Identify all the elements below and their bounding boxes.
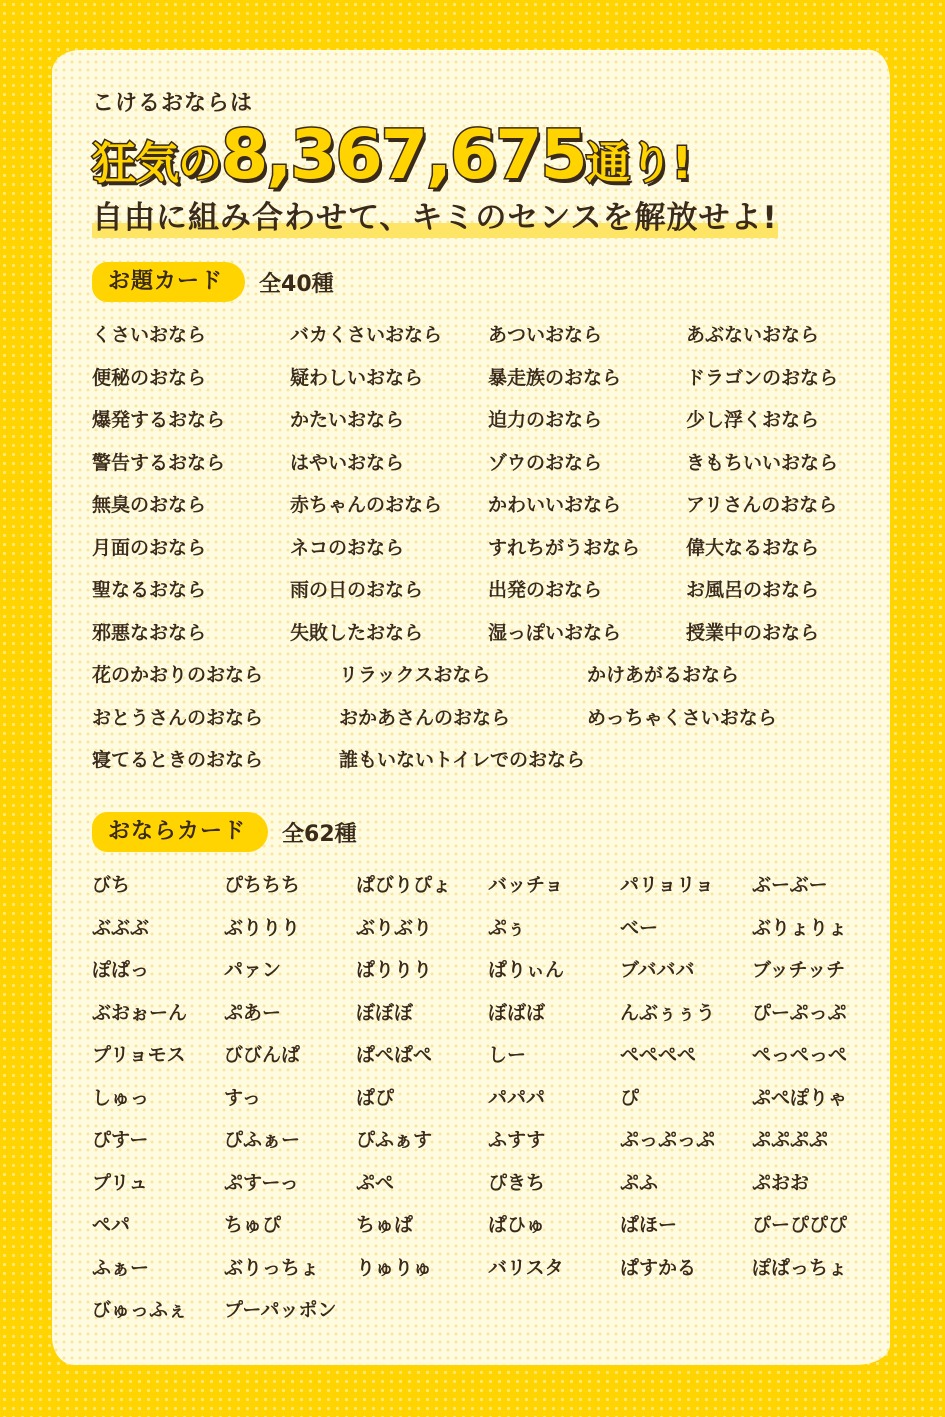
topic-card-item: 授業中のおなら [686,621,820,644]
onara-card-item: ぶぶぶ [92,916,150,939]
topic-card-item: 寝てるときのおなら [92,749,264,771]
topic-card-item: 邪悪なおなら [92,621,207,644]
onara-card-item: ぷおお [752,1171,810,1194]
topic-card-item: あついおなら [488,324,603,346]
onara-card-section [92,812,872,1332]
topic-card-item: 無臭のおなら [92,494,207,516]
onara-card-item: ぶりぶり [356,916,433,939]
onara-card-item: ぽぱっ [92,959,150,981]
onara-card-item: バッチョ [488,874,564,896]
topic-section-header [92,262,872,302]
onara-card-item: ちゅぱ [356,1214,414,1236]
topic-card-item: ネコのおなら [290,536,405,559]
topic-card-item: 月面のおなら [92,536,207,559]
onara-card-item: ぱぴ [356,1086,395,1109]
topic-card-item: かけあがるおなら [587,664,740,686]
onara-card-item: ぴ [620,1086,640,1109]
onara-card-item: ぱりりり [356,959,433,981]
onara-card-item: パァン [224,959,282,981]
onara-card-item: ちゅぴ [224,1214,282,1236]
topic-card-item: 失敗したおなら [290,621,424,644]
topic-card-item: お風呂のおなら [686,579,820,601]
topic-card-item: 偉大なるおなら [686,536,820,559]
headline-suffix: 通り! [585,138,691,189]
onara-card-item: パパパ [488,1086,546,1109]
onara-card-item: ぴーぷっぷ [752,1001,847,1024]
topic-card-item: くさいおなら [92,324,207,346]
topic-card-item: おとうさんのおなら [92,706,264,729]
headline-prefix: 狂気の [92,138,221,189]
onara-card-item: びびんぱ [224,1044,301,1066]
topic-card-item: 爆発するおなら [92,409,226,431]
onara-card-item: ぷぅ [488,916,527,939]
topic-section-label: お題カード [92,262,245,302]
onara-card-item: ぽぱっちょ [752,1256,848,1279]
topic-card-item: 少し浮くおなら [686,409,820,431]
onara-card-item: びゅっふぇ [92,1299,188,1321]
topic-card-item: 聖なるおなら [92,579,207,601]
onara-card-item: ぷすーっ [224,1171,299,1194]
onara-card-item: すっ [224,1086,261,1109]
topic-card-item: 疑わしいおなら [290,366,424,389]
topic-card-item: かわいいおなら [488,494,622,516]
onara-card-item: プリュ [92,1171,148,1194]
onara-card-item: バリスタ [488,1256,564,1279]
onara-card-item: ぶーぶー [752,874,828,896]
onara-card-item: プリョモス [92,1044,186,1066]
onara-card-item: パリョリョ [620,874,714,896]
onara-card-item: びち [92,874,131,896]
topic-card-item: バカくさいおなら [290,324,443,346]
onara-card-list [92,864,872,1332]
topic-section-count: 全40種 [259,271,334,297]
topic-card-item: 警告するおなら [92,451,226,474]
onara-card-item: ぱひゅ [488,1214,546,1236]
topic-card-item: 花のかおりのおなら [92,664,264,686]
topic-card-item: 暴走族のおなら [488,366,622,389]
onara-card-item: ぷぺ [356,1171,395,1194]
topic-card-list [92,314,872,654]
onara-card-item: ぴふぁす [356,1129,433,1151]
onara-card-item: ぶりょりょ [752,916,848,939]
card-list-panel [52,50,890,1365]
topic-card-item: 雨の日のおなら [290,579,424,601]
topic-card-item: ゾウのおなら [488,451,603,474]
onara-card-item: ぴふぁー [224,1129,301,1151]
onara-card-item: ぷぷぷぷ [752,1129,829,1151]
onara-card-item: ぶおぉーん [92,1001,188,1024]
header [92,90,872,238]
topic-card-section [92,262,872,782]
onara-card-item: ぷあー [224,1001,282,1024]
onara-card-item: ぴきち [488,1171,546,1194]
onara-card-item: ぴちちち [224,874,301,896]
onara-card-item: ぴーぴぴぴ [752,1214,848,1236]
topic-card-item: アリさんのおなら [686,494,838,516]
onara-card-item: ぺっぺっぺ [752,1044,848,1066]
onara-card-item: ぱすかる [620,1256,697,1279]
onara-card-item: りゅりゅ [356,1256,433,1279]
onara-card-item: ぷっぷっぷ [620,1129,716,1151]
onara-card-item: ぼばば [488,1001,546,1024]
onara-card-item: ぶりりり [224,916,301,939]
topic-card-item: 迫力のおなら [488,409,603,431]
onara-card-item: ぱびりぴょ [356,874,452,896]
topic-card-item: ドラゴンのおなら [686,366,839,389]
onara-card-item: プーパッポン [224,1299,337,1321]
onara-card-item: ぱほー [620,1214,678,1236]
topic-card-item: すれちがうおなら [488,536,641,559]
onara-card-item: ブッチッチ [752,959,846,981]
onara-card-item: ぷぺぽりゃ [752,1086,848,1109]
onara-card-item: ぺぺぺぺ [620,1044,697,1066]
onara-card-item: ふぁー [92,1256,150,1279]
topic-card-item: おかあさんのおなら [339,706,511,729]
onara-card-item: んぶぅぅう [620,1001,716,1024]
onara-card-item: ぼぼぼ [356,1001,414,1024]
onara-card-item: ふすす [488,1129,546,1151]
topic-card-item: 便秘のおなら [92,366,207,389]
topic-card-item: 赤ちゃんのおなら [290,494,443,516]
topic-card-item: きもちいいおなら [686,451,839,474]
lead-text: こけるおならは [92,91,254,116]
topic-card-item: 湿っぽいおなら [488,621,622,644]
headline [92,116,872,195]
headline-number: 8,367,675 [221,116,586,195]
onara-card-item: ぶりっちょ [224,1256,320,1279]
onara-section-label: おならカード [92,812,268,852]
onara-card-item: しゅっ [92,1086,150,1109]
topic-card-item: あぶないおなら [686,324,820,346]
onara-section-header [92,812,872,852]
onara-card-item: べー [620,916,659,939]
tagline: 自由に組み合わせて、キミのセンスを解放せよ! [92,200,778,236]
onara-section-count: 全62種 [282,821,357,847]
onara-card-item: ぴすー [92,1129,149,1151]
topic-card-item: 誰もいないトイレでのおなら [339,749,586,771]
onara-card-item: ブバババ [620,959,695,981]
onara-card-item: しー [488,1044,527,1066]
topic-card-item: リラックスおなら [339,664,491,686]
topic-card-item: はやいおなら [290,451,405,474]
topic-card-list-wide [92,654,872,782]
topic-card-item: めっちゃくさいおなら [587,706,777,729]
onara-card-item: ぱりぃん [488,959,565,981]
topic-card-item: 出発のおなら [488,579,603,601]
onara-card-item: ぷふ [620,1171,659,1194]
onara-card-item: ぺパ [92,1214,131,1236]
onara-card-item: ぱぺぱぺ [356,1044,433,1066]
topic-card-item: かたいおなら [290,409,405,431]
